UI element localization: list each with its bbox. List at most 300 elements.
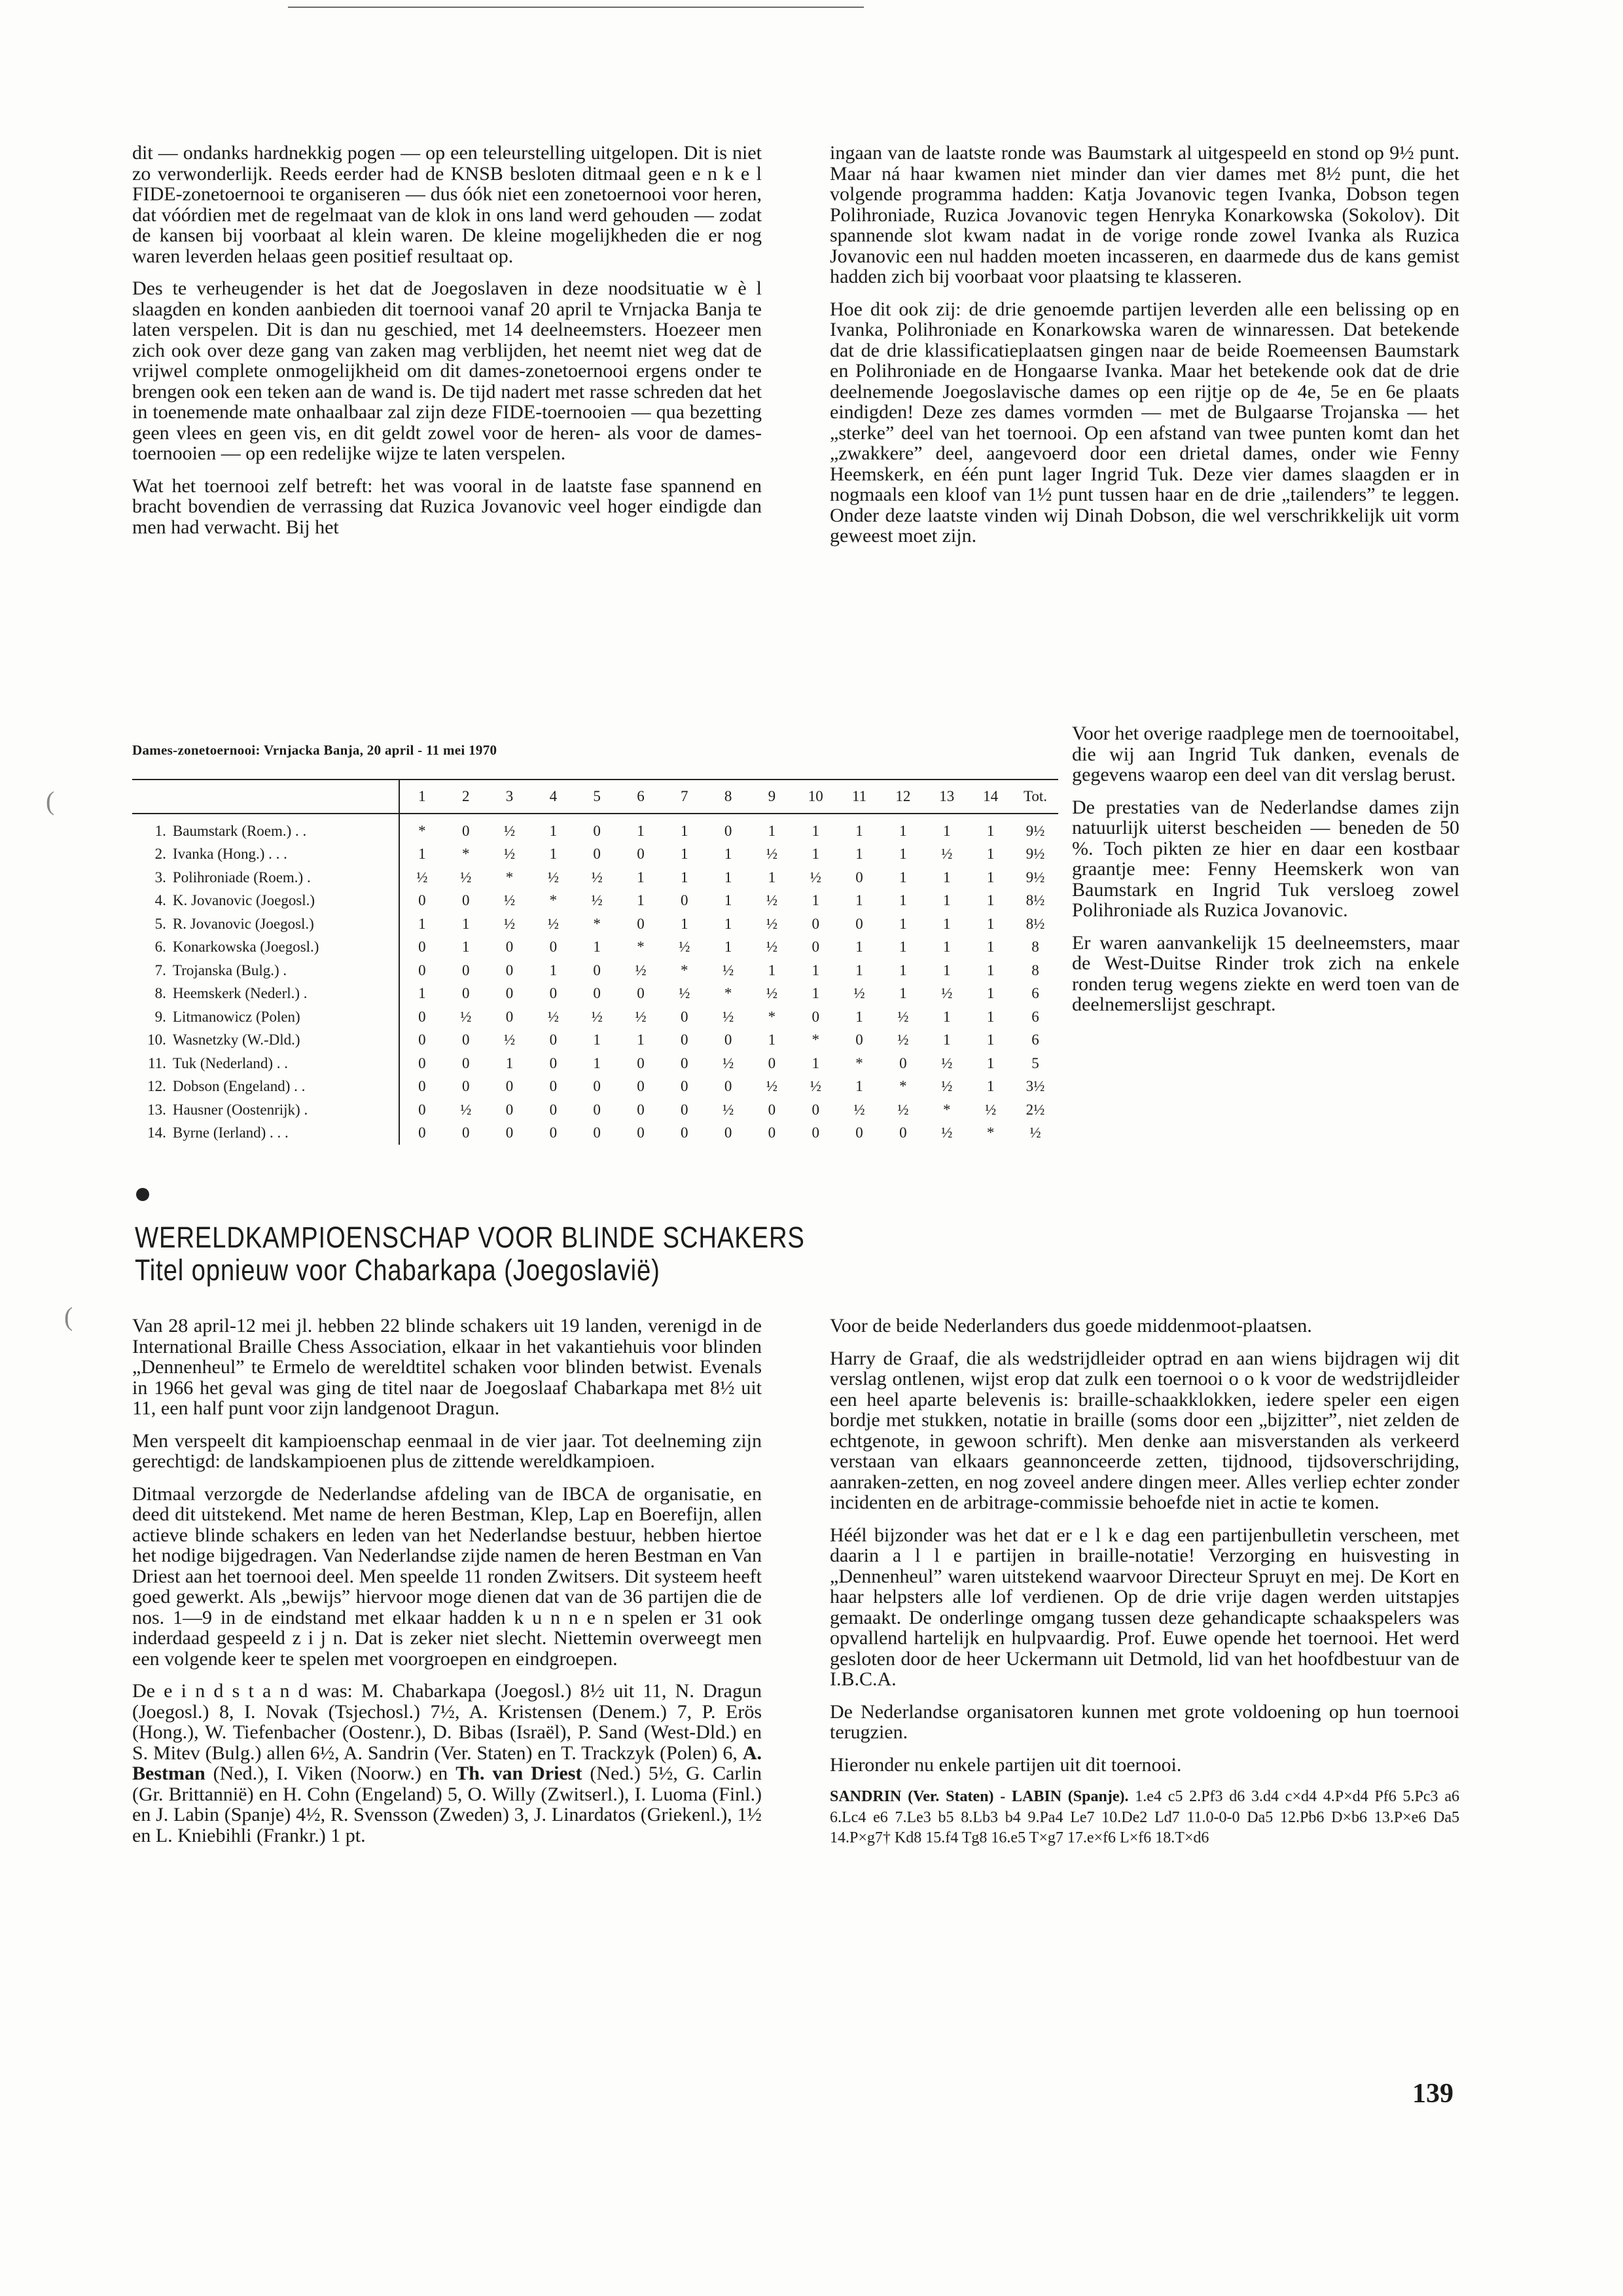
- table-cell-score: 0: [812, 939, 819, 956]
- table-cell-player: R. Jovanovic (Joegosl.): [172, 915, 314, 932]
- table-cell-score: 0: [724, 1078, 732, 1095]
- table-cell-score: ½: [941, 1078, 953, 1095]
- table-cell-score: ½: [766, 846, 777, 863]
- table-cell-score: *: [942, 1101, 951, 1118]
- table-cell-player: Tuk (Nederland) . .: [172, 1054, 288, 1071]
- table-cell-score: 1: [768, 822, 776, 839]
- table-cell-score: ½: [941, 985, 953, 1002]
- side-column: [1072, 723, 1459, 1027]
- article2-left-paragraph: Men verspeelt dit kampioenschap eenmaal in de vier jaar. Tot deelneming zijn gerechtigd: de landskampioenen plus de zittende wereldkampioen.: [132, 1429, 762, 1472]
- table-cell-score: 0: [899, 1054, 907, 1071]
- table-cell-score: ½: [766, 1078, 777, 1095]
- table-cell-score: 0: [399, 1098, 444, 1122]
- table-cell-score: 0: [505, 1124, 514, 1141]
- table-cell-score: ½: [591, 892, 603, 909]
- table-cell-score: ½: [503, 822, 516, 839]
- table-column-header: 4: [531, 780, 575, 814]
- table-cell-score: 0: [593, 985, 601, 1002]
- table-cell-score: *: [593, 915, 601, 932]
- table-cell-score: 0: [637, 915, 645, 932]
- table-row: [132, 1052, 1058, 1075]
- table-row: [132, 866, 1058, 889]
- table-column-header: 3: [488, 780, 531, 814]
- table-cell-score: 0: [549, 939, 558, 956]
- margin-mark-upper: (: [46, 786, 55, 816]
- margin-mark-lower: (: [64, 1302, 73, 1331]
- table-cell-score: 0: [724, 1031, 732, 1049]
- table-cell-score: 0: [505, 1101, 514, 1118]
- table-cell-score: *: [399, 814, 444, 843]
- side-paragraph: Er waren aanvankelijk 15 deelneemsters, maar de West-Duitse Rinder trok zich na enkele ronden terug wegens ziekte en werd toen van de deelnemerslijst geschrapt.: [1072, 931, 1459, 1015]
- table-cell-score: 0: [724, 1124, 732, 1141]
- article2-left-paragraph: Ditmaal verzorgde de Nederlandse afdeling van de IBCA de organisatie, en deed dit uitstekend. Met name de heren Bestman, Klep, Lap en Boerefijn, allen actieve blinde schakers en leden van het Nederlandse bestuur, hebben hiertoe het nodige bijgedragen. Van Nederlandse zijde namen de heren Bestman en Van Driest aan het toernooi deel. Men speelde 11 ronden Zwitsers. Dit systeem heeft goed gewerkt. Als „bewijs” hiervoor moge dienen dat van de 36 partijen die de nos. 1—9 in de eindstand met elkaar hadden k u n n e n spelen er 31 ook inderdaad gespeeld z i j n. Dat is zeker niet slecht. Niettemin overweegt men een volgende keer te spelen met voorgroepen en eindgroepen.: [132, 1482, 762, 1670]
- table-cell-score: 0: [549, 1078, 558, 1095]
- table-cell-score: 1: [855, 961, 863, 978]
- table-cell-score: 0: [855, 1031, 863, 1049]
- table-cell-score: ½: [722, 1054, 734, 1071]
- table-column-header: 9: [750, 780, 794, 814]
- table-cell-score: 0: [593, 822, 601, 839]
- article2-subtitle: Titel opnieuw voor Chabarkapa (Joegoslavië): [135, 1253, 660, 1287]
- table-cell-score: 1: [549, 961, 558, 978]
- table-cell-score: 1: [505, 1054, 514, 1071]
- table-cell-score: 1: [942, 892, 951, 909]
- table-cell-score: ½: [503, 915, 516, 932]
- article2-standings: [132, 1681, 762, 1846]
- table-cell-score: ½: [897, 1101, 909, 1118]
- intro-left-column: [132, 143, 762, 549]
- table-row: [132, 936, 1058, 960]
- table-cell-score: 1: [855, 892, 863, 909]
- table-cell-score: 1: [942, 939, 951, 956]
- table-cell-score: 0: [399, 1005, 444, 1029]
- top-rule: [288, 7, 864, 8]
- table-cell-score: 0: [899, 1124, 907, 1141]
- table-cell-score: ½: [853, 985, 865, 1002]
- standings-table: [132, 779, 1058, 1145]
- table-cell-score: 1: [899, 939, 907, 956]
- table-row: [132, 889, 1058, 913]
- table-cell-score: 1: [768, 1031, 776, 1049]
- table-cell-score: 0: [461, 985, 470, 1002]
- table-cell-score: 1: [986, 822, 995, 839]
- table-cell-player: Polihroniade (Roem.) .: [172, 869, 311, 886]
- table-cell-score: 1: [986, 915, 995, 932]
- table-cell-score: ½: [635, 961, 647, 978]
- table-cell-score: 1: [812, 985, 819, 1002]
- table-cell-total: 8½: [1026, 915, 1045, 932]
- table-cell-score: 0: [681, 1054, 688, 1071]
- table-cell-score: 0: [399, 1122, 444, 1145]
- table-cell-rank: 6.: [154, 939, 166, 956]
- table-cell-score: 0: [681, 1124, 688, 1141]
- table-cell-score: 1: [855, 939, 863, 956]
- table-column-header: 8: [706, 780, 750, 814]
- table-cell-score: ½: [635, 1008, 647, 1025]
- table-cell-score: 1: [399, 843, 444, 867]
- table-cell-total: ½: [1029, 1124, 1041, 1141]
- table-cell-rank: 11.: [148, 1054, 166, 1071]
- table-row: [132, 982, 1058, 1006]
- standings-text: De e i n d s t a n d was: M. Chabarkapa (Joegosl.) 8½ uit 11, N. Dragun (Joegosl.) 8, I. Novak (Tsjechosl.) 7½, A. Kristensen (Denem.) 7, P. Erös (Hong.), W. Tiefenbacher (Oostenr.), D. Bibas (Israël), P. Sand (West-Dld.) en S. Mitev (Bulg.) allen 6½, A. Sandrin (Ver. Staten) en T. Trackzyk (Polen) 6,: [132, 1680, 762, 1764]
- table-cell-score: ½: [897, 1031, 909, 1049]
- table-cell-rank: 3.: [154, 869, 166, 886]
- table-cell-score: ½: [810, 1078, 821, 1095]
- table-cell-score: 0: [812, 1008, 819, 1025]
- table-cell-score: 0: [461, 1078, 470, 1095]
- table-cell-score: ½: [722, 961, 734, 978]
- table-cell-score: 0: [549, 1124, 558, 1141]
- section-bullet-icon: [136, 1188, 149, 1201]
- table-cell-score: 1: [812, 822, 819, 839]
- table-column-header: 10: [794, 780, 838, 814]
- table-cell-score: 0: [768, 1124, 776, 1141]
- table-cell-total: 6: [1031, 1031, 1039, 1049]
- table-cell-player: Baumstark (Roem.) . .: [172, 822, 307, 839]
- table-cell-score: 0: [505, 985, 514, 1002]
- table-cell-score: 1: [681, 846, 688, 863]
- table-cell-score: ½: [460, 869, 472, 886]
- table-cell-score: 0: [461, 1124, 470, 1141]
- table-cell-rank: 1.: [154, 822, 166, 839]
- table-cell-score: *: [724, 985, 732, 1002]
- table-cell-score: ½: [503, 846, 516, 863]
- table-cell-total: 9½: [1026, 846, 1045, 863]
- table-cell-score: 0: [505, 961, 514, 978]
- table-cell-score: 0: [505, 1078, 514, 1095]
- table-cell-score: 0: [593, 1101, 601, 1118]
- table-column-header: 5: [575, 780, 619, 814]
- table-cell-score: 1: [986, 961, 995, 978]
- table-cell-score: ½: [722, 1008, 734, 1025]
- table-cell-score: 1: [855, 822, 863, 839]
- table-cell-score: ½: [722, 1101, 734, 1118]
- page-number: 139: [1412, 2079, 1454, 2109]
- table-cell-score: *: [899, 1078, 907, 1095]
- table-cell-score: ½: [984, 1101, 997, 1118]
- table-cell-total: 8: [1031, 961, 1039, 978]
- table-cell-score: 1: [986, 1031, 995, 1049]
- table-row: [132, 959, 1058, 982]
- table-cell-score: 0: [461, 822, 470, 839]
- table-cell-score: 0: [855, 869, 863, 886]
- table-cell-score: 0: [637, 846, 645, 863]
- table-cell-score: 0: [399, 889, 444, 913]
- table-cell-total: 9½: [1026, 869, 1045, 886]
- table-cell-score: 0: [593, 961, 601, 978]
- table-column-header: 11: [838, 780, 882, 814]
- article2-left-paragraph: Van 28 april-12 mei jl. hebben 22 blinde schakers uit 19 landen, verenigd in de International Braille Chess Association, elkaar in het vakantiehuis voor blinden „Dennenheul” te Ermelo de wereldtitel schaken voor blinden betwist. Evenals in 1966 het geval was ging de titel naar de Joegoslaaf Chabarkapa met 8½ uit 11, een half punt voor zijn landgenoot Dragun.: [132, 1315, 762, 1419]
- table-cell-score: *: [768, 1008, 776, 1025]
- table-cell-rank: 9.: [154, 1008, 166, 1025]
- table-cell-score: 1: [942, 961, 951, 978]
- table-cell-score: 1: [986, 1008, 995, 1025]
- table-cell-score: 0: [681, 1078, 688, 1095]
- table-cell-score: 1: [942, 822, 951, 839]
- table-cell-score: 0: [855, 1124, 863, 1141]
- table-cell-score: ½: [941, 1124, 953, 1141]
- table-cell-total: 6: [1031, 1008, 1039, 1025]
- game-moves: 1.e4 c5 2.Pf3 d6 3.d4 c×d4 4.P×d4 Pf6 5.Pc3 a6 6.Lc4 e6 7.Le3 b5 8.Lb3 b4 9.Pa4 Le7 10.De2 Ld7 11.0-0-0 Da5 12.Pb6 D×b6 13.P×e6 Da5 14.P×g7† Kd8 15.f4 Tg8 16.e5 T×g7 17.e×f6 L×f6 18.T×d6: [830, 1788, 1459, 1846]
- table-cell-score: 0: [549, 1101, 558, 1118]
- table-cell-score: ½: [766, 939, 777, 956]
- table-cell-score: 0: [637, 1124, 645, 1141]
- table-cell-score: 0: [399, 1052, 444, 1075]
- table-cell-score: 0: [593, 846, 601, 863]
- table-cell-score: *: [855, 1054, 863, 1071]
- table-cell-score: ½: [547, 1008, 559, 1025]
- table-cell-rank: 5.: [154, 915, 166, 932]
- table-row: [132, 1029, 1058, 1052]
- table-header-row: [132, 780, 1058, 814]
- table-cell-score: 0: [549, 985, 558, 1002]
- table-cell-score: ½: [766, 892, 777, 909]
- table-cell-score: 1: [812, 1054, 819, 1071]
- standings-bold-name: A. Bestman: [132, 1742, 762, 1784]
- table-cell-score: ½: [547, 915, 559, 932]
- table-cell-score: 0: [505, 1008, 514, 1025]
- table-cell-score: 0: [399, 959, 444, 982]
- table-cell-player: K. Jovanovic (Joegosl.): [172, 892, 315, 909]
- table-cell-score: 0: [549, 1054, 558, 1071]
- table-row: [132, 814, 1058, 843]
- table-cell-score: 0: [768, 1054, 776, 1071]
- table-cell-score: *: [681, 961, 688, 978]
- table-column-header: 12: [881, 780, 925, 814]
- intro-left-paragraph: dit — ondanks hardnekkig pogen — op een teleurstelling uitgelopen. Dit is niet zo verwonderlijk. Reeds eerder had de KNSB besloten ditmaal geen e n k e l FIDE-zonetoernooi te organiseren — dus óók niet een zonetoernooi voor heren, dat vóórdien met de regelmaat van de klok in ons land werd gehouden — zodat de kansen bij voorbaat al klein waren. De kleine mogelijkheden die er nog waren leverden helaas geen positief resultaat op.: [132, 142, 762, 267]
- table-cell-score: 1: [593, 1054, 601, 1071]
- table-cell-score: 1: [724, 869, 732, 886]
- table-cell-score: 0: [399, 936, 444, 960]
- table-column-header: 2: [444, 780, 488, 814]
- table-cell-score: 1: [899, 822, 907, 839]
- intro-left-paragraph: Des te verheugender is het dat de Joegoslaven in deze noodsituatie w è l slaagden en konden aanbieden dit toernooi vanaf 20 april te Vrnjacka Banja te laten verspelen. Dit is dan nu geschied, met 14 deelneemsters. Hoezeer men zich ook over deze gang van zaken mag verblijden, het neemt niet weg dat de vrijwel complete onmogelijkheid om dit dames-zonetoernooi ergens onder te brengen ook een teken aan de wand is. De tijd nadert met rasse schreden dat het in toenemende mate onhaalbaar zal zijn deze FIDE-toernooien — qua bezetting geen vlees en geen vis, en dit geldt zowel voor de heren- als voor de dames-toernooien — op een redelijke wijze te laten verspelen.: [132, 278, 762, 464]
- article2-headline: [135, 1221, 805, 1287]
- table-cell-rank: 14.: [147, 1124, 166, 1141]
- table-cell-score: 1: [986, 1054, 995, 1071]
- table-cell-score: 1: [812, 846, 819, 863]
- table-column-header: 13: [925, 780, 969, 814]
- table-cell-total: 8½: [1026, 892, 1045, 909]
- table-cell-score: *: [986, 1124, 995, 1141]
- table-row: [132, 1005, 1058, 1029]
- table-cell-score: 1: [942, 1031, 951, 1049]
- game-header: SANDRIN (Ver. Staten) - LABIN (Spanje).: [830, 1788, 1129, 1805]
- table-caption: Dames-zonetoernooi: Vrnjacka Banja, 20 april - 11 mei 1970: [132, 742, 497, 758]
- intro-right-column: [830, 143, 1459, 558]
- table-cell-score: 1: [855, 1008, 863, 1025]
- table-cell-score: 0: [637, 1078, 645, 1095]
- table-cell-score: 1: [593, 939, 601, 956]
- table-cell-score: 1: [942, 915, 951, 932]
- table-row: [132, 912, 1058, 936]
- table-cell-player: Wasnetzky (W.-Dld.): [172, 1031, 300, 1049]
- table-cell-score: 1: [899, 892, 907, 909]
- article2-right-column: [830, 1316, 1459, 1861]
- table-cell-player: Trojanska (Bulg.) .: [172, 961, 287, 978]
- table-cell-score: 0: [593, 1124, 601, 1141]
- table-cell-score: 1: [812, 892, 819, 909]
- table-cell-score: 0: [637, 1054, 645, 1071]
- article2-right-paragraph: Hieronder nu enkele partijen uit dit toernooi.: [830, 1753, 1182, 1776]
- table-cell-rank: 2.: [154, 846, 166, 863]
- table-cell-score: 1: [724, 846, 732, 863]
- table-cell-score: ½: [679, 939, 690, 956]
- table-body: [132, 814, 1058, 1145]
- table-cell-score: ½: [460, 1101, 472, 1118]
- table-cell-score: 0: [681, 1031, 688, 1049]
- table-cell-score: ½: [591, 869, 603, 886]
- table-cell-score: *: [812, 1031, 819, 1049]
- table-row: [132, 1098, 1058, 1122]
- intro-right-paragraph: Hoe dit ook zij: de drie genoemde partijen leverden alle een belissing op en Ivanka, Polihroniade en Konarkowska waren de winnaressen. Dat betekende dat de drie klassificatieplaatsen gingen naar de beide Roemeensen Baumstark en Polihroniade en de Hongaarse Ivanka. Maar het betekende ook dat de drie deelnemende Joegoslavische dames op een rijtje op de 4e, 5e en 6e plaats eindigden! Deze zes dames vormden — met de Bulgaarse Trojanska — het „sterke” deel van het toernooi. Op een afstand van twee punten komt dan het „zwakkere” deel, aangevoerd door een drietal dames, onder wie Fenny Heemskerk, en één punt lager Ingrid Tuk. Deze vier dames slaagden er in nogmaals een kloof van 1½ punt tussen haar en de drie „tailenders” te leggen. Onder deze laatste vinden wij Dinah Dobson, die wel verschrikkelijk uit vorm geweest moet zijn.: [830, 298, 1459, 547]
- table-cell-player: Heemskerk (Nederl.) .: [172, 985, 308, 1002]
- table-cell-total: 6: [1031, 985, 1039, 1002]
- table-cell-score: 1: [899, 846, 907, 863]
- table-cell-score: ½: [853, 1101, 865, 1118]
- table-cell-score: *: [637, 939, 645, 956]
- table-cell-score: ½: [766, 915, 777, 932]
- table-cell-score: ½: [897, 1008, 909, 1025]
- table-cell-score: 0: [724, 822, 732, 839]
- table-cell-score: 0: [549, 1031, 558, 1049]
- table-cell-score: ½: [399, 866, 444, 889]
- table-cell-score: 1: [724, 915, 732, 932]
- table-cell-score: 1: [681, 822, 688, 839]
- table-cell-player: Dobson (Engeland) . .: [172, 1078, 306, 1095]
- table-cell-score: 1: [637, 869, 645, 886]
- table-cell-score: 0: [399, 1075, 444, 1099]
- table-cell-score: 1: [855, 1078, 863, 1095]
- table-cell-score: 1: [812, 961, 819, 978]
- table-cell-score: ½: [591, 1008, 603, 1025]
- table-cell-player: Byrne (Ierland) . . .: [172, 1124, 289, 1141]
- table-cell-score: 1: [549, 822, 558, 839]
- table-column-header: 14: [969, 780, 1012, 814]
- table-row: [132, 1075, 1058, 1099]
- table-cell-player: Konarkowska (Joegosl.): [172, 939, 319, 956]
- table-cell-score: 0: [812, 1101, 819, 1118]
- table-cell-score: ½: [679, 985, 690, 1002]
- table-cell-score: 1: [724, 892, 732, 909]
- table-cell-score: 1: [637, 1031, 645, 1049]
- table-cell-score: 0: [768, 1101, 776, 1118]
- table-cell-score: 1: [942, 1008, 951, 1025]
- table-cell-score: 1: [899, 869, 907, 886]
- table-cell-total: 9½: [1026, 822, 1045, 839]
- table-cell-score: 1: [986, 939, 995, 956]
- table-cell-score: 0: [855, 915, 863, 932]
- table-cell-score: 0: [812, 915, 819, 932]
- table-cell-total: 2½: [1026, 1101, 1045, 1118]
- table-cell-score: 1: [724, 939, 732, 956]
- standings-text: (Ned.) 5½, G. Carlin (Gr. Brittannië) en H. Cohn (Engeland) 5, O. Willy (Zwitserl.), I. Luoma (Finl.) en J. Labin (Spanje) 4½, R. Svensson (Zweden) 3, J. Linardatos (Griekenl.), 1½ en L. Kniebihli (Frankr.) 1 pt.: [132, 1763, 762, 1846]
- table-cell-score: 0: [812, 1124, 819, 1141]
- table-cell-score: 0: [461, 1031, 470, 1049]
- table-cell-score: 1: [986, 846, 995, 863]
- table-cell-score: 1: [399, 982, 444, 1006]
- table-cell-total: 3½: [1026, 1078, 1045, 1095]
- table-cell-score: ½: [941, 1054, 953, 1071]
- table-cell-score: 0: [681, 1101, 688, 1118]
- table-cell-score: 1: [986, 892, 995, 909]
- table-cell-score: ½: [503, 892, 516, 909]
- table-cell-total: 8: [1031, 939, 1039, 956]
- table-cell-score: 0: [637, 1101, 645, 1118]
- table-cell-score: 1: [768, 961, 776, 978]
- intro-left-paragraph: Wat het toernooi zelf betreft: het was vooral in de laatste fase spannend en bracht bovendien de verrassing dat Ruzica Jovanovic veel hoger eindigde dan men had verwacht. Bij het: [132, 475, 762, 538]
- table-cell-score: 1: [899, 985, 907, 1002]
- article2-right-paragraph: Voor de beide Nederlanders dus goede middenmoot-plaatsen.: [830, 1315, 1312, 1336]
- table-cell-score: ½: [766, 985, 777, 1002]
- table-cell-score: ½: [941, 846, 953, 863]
- table-cell-score: 1: [855, 846, 863, 863]
- table-cell-score: ½: [503, 1031, 516, 1049]
- table-cell-score: 1: [399, 912, 444, 936]
- table-cell-score: 0: [399, 1029, 444, 1052]
- table-cell-score: 1: [899, 961, 907, 978]
- table-cell-rank: 4.: [154, 892, 166, 909]
- table-row: [132, 1122, 1058, 1145]
- article2-right-paragraph: Harry de Graaf, die als wedstrijdleider optrad en aan wiens bijdragen wij dit verslag ontlenen, wijst erop dat zulk een toernooi o o k voor de wedstrijdleider een heel aparte belevenis is: braille-schaakklokken, iedere speler een eigen bordje met stukken, notatie in braille (soms door een „bijzitter”, niet zelden de echtgenote, in gewoon schrift). Men denke aan misverstanden als verkeerd verstaan van elkaars geannonceerde zetten, tijdnood, tijdsoverschrijding, aanraken-zetten, en nog zoveel andere dingen meer. Alles verliep echter zonder incidenten en de arbitrage-commissie behoefde niet in actie te komen.: [830, 1347, 1459, 1513]
- article2-left-column: [132, 1316, 762, 1857]
- table-cell-score: 1: [637, 822, 645, 839]
- table-column-header: 1: [399, 780, 444, 814]
- table-cell-score: 1: [461, 939, 470, 956]
- article2-right-paragraph: Héél bijzonder was het dat er e l k e dag een partijenbulletin verscheen, met daarin a l l e partijen in braille-notatie! Verzorging en huisvesting in „Dennenheul” waren uitstekend waarvoor Directeur Spruyt en mej. De Kort en haar helpsters alle lof verdienen. Op de drie vrije dagen werden uitstapjes gemaakt. De onderlinge omgang tussen deze gehandicapte schaakspelers was opvallend hartelijk en hulpvaardig. Prof. Euwe opende het toernooi. Het werd gesloten door de heer Uckermann uit Detmold, lid van het hoofdbestuur van de I.B.C.A.: [830, 1524, 1459, 1690]
- table-cell-score: *: [505, 869, 514, 886]
- table-cell-rank: 10.: [147, 1031, 166, 1049]
- table-cell-score: 0: [461, 892, 470, 909]
- intro-right-paragraph: ingaan van de laatste ronde was Baumstark al uitgespeeld en stond op 9½ punt. Maar ná haar kwamen niet minder dan vier dames met 8½ punt, die het volgende programma hadden: Katja Jovanovic tegen Ivanka, Dobson tegen Polihroniade, Ruzica Jovanovic tegen Henryka Konarkowska (Sokolov). Dit spannende slot kwam nadat in de vorige ronde zowel Ivanka als Ruzica Jovanovic een nul hadden moeten incasseren, en daarmede dus de kans gemist hadden zich bij voorbaat voor plaatsing te klasseren.: [830, 142, 1459, 287]
- table-row: [132, 843, 1058, 867]
- table-cell-score: 1: [768, 869, 776, 886]
- standings-bold-name: Th. van Driest: [455, 1763, 582, 1784]
- table-cell-player: Hausner (Oostenrijk) .: [172, 1101, 308, 1118]
- table-cell-score: 1: [637, 892, 645, 909]
- table-cell-rank: 13.: [147, 1101, 166, 1118]
- table-cell-rank: 12.: [147, 1078, 166, 1095]
- table-cell-player: Ivanka (Hong.) . . .: [172, 846, 287, 863]
- table-cell-score: 0: [461, 961, 470, 978]
- game-notation: [830, 1787, 1459, 1849]
- table-cell-score: 1: [986, 869, 995, 886]
- table-cell-score: *: [461, 846, 470, 863]
- table-header-blank: [132, 780, 399, 814]
- table-cell-rank: 8.: [154, 985, 166, 1002]
- table-cell-score: 0: [593, 1078, 601, 1095]
- standings-text: (Ned.), I. Viken (Noorw.) en: [213, 1763, 448, 1784]
- table-cell-score: ½: [810, 869, 821, 886]
- table-cell-score: 1: [549, 846, 558, 863]
- table-cell-total: 5: [1031, 1054, 1039, 1071]
- table-column-header-total: Tot.: [1012, 780, 1058, 814]
- table-cell-score: 1: [942, 869, 951, 886]
- table-cell-score: 0: [681, 892, 688, 909]
- table-cell-score: 1: [681, 869, 688, 886]
- article2-title: WERELDKAMPIOENSCHAP VOOR BLINDE SCHAKERS: [135, 1221, 805, 1254]
- table-cell-score: 0: [461, 1054, 470, 1071]
- table-cell-player: Litmanowicz (Polen): [172, 1008, 300, 1025]
- table-cell-score: 0: [505, 939, 514, 956]
- table-cell-score: 0: [637, 985, 645, 1002]
- side-paragraph: De prestaties van de Nederlandse dames zijn natuurlijk uiterst bescheiden — beneden de 50 %. Toch pikten ze hier en daar een kostbaar graantje mee: Fenny Heemskerk won van Baumstark en Ingrid Tuk versloeg zowel Polihroniade als Ruzica Jovanovic.: [1072, 796, 1459, 921]
- side-paragraph: Voor het overige raadplege men de toernooitabel, die wij aan Ingrid Tuk danken, evenals de gegevens waarop een deel van dit verslag berust.: [1072, 723, 1459, 785]
- table-cell-score: 1: [461, 915, 470, 932]
- table-cell-score: 1: [986, 1078, 995, 1095]
- table-cell-score: ½: [460, 1008, 472, 1025]
- table-cell-score: 1: [899, 915, 907, 932]
